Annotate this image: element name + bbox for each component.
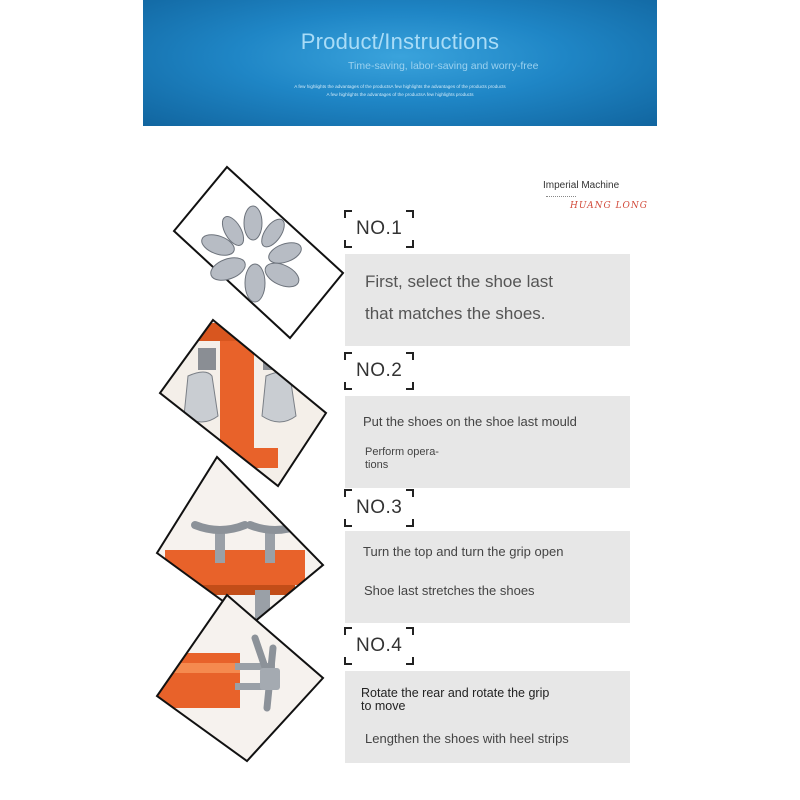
step-4-label: NO.4 [356, 635, 403, 656]
step-3-line-1: Turn the top and turn the grip open [363, 544, 564, 559]
step-2-heading [344, 352, 414, 390]
step-2-line-3: tions [365, 459, 389, 471]
step-1-line-2: that matches the shoes. [365, 304, 546, 323]
step-3-box [345, 531, 630, 623]
step-1-label: NO.1 [356, 218, 403, 239]
banner-title: Product/Instructions [300, 29, 500, 54]
banner-small-text-2: A few highlights the advantages of the productsA few highlights products [326, 92, 474, 97]
brand-divider [546, 196, 576, 199]
step-3-line-2: Shoe last stretches the shoes [364, 583, 535, 598]
step-4-line-1b: to move [361, 699, 406, 713]
banner-subtitle: Time-saving, labor-saving and worry-free [348, 60, 539, 72]
step-4-line-2: Lengthen the shoes with heel strips [365, 731, 569, 746]
shoe-lasts-image [170, 165, 345, 340]
step-4-line-1: Rotate the rear and rotate the grip [361, 686, 550, 700]
banner-small-text-1: A few highlights the advantages of the productsA few highlights the advantages of the products products [294, 84, 506, 89]
step-2-label: NO.2 [356, 360, 403, 381]
step-4-heading [344, 627, 414, 665]
step-3-label: NO.3 [356, 497, 403, 518]
brand-name: Imperial Machine [543, 180, 620, 191]
brand-signature: HUANG LONG [570, 201, 649, 211]
rear-grip-image [155, 593, 325, 763]
step-1-heading [344, 210, 414, 248]
step-4-box [345, 671, 630, 763]
step-1-line-1: First, select the shoe last [365, 272, 554, 291]
step-2-line-1: Put the shoes on the shoe last mould [363, 414, 577, 429]
step-1-box [345, 254, 630, 346]
step-2-line-2: Perform opera- [365, 446, 439, 458]
header-banner [143, 0, 657, 126]
step-2-box [345, 396, 630, 488]
step-3-heading [344, 489, 414, 527]
